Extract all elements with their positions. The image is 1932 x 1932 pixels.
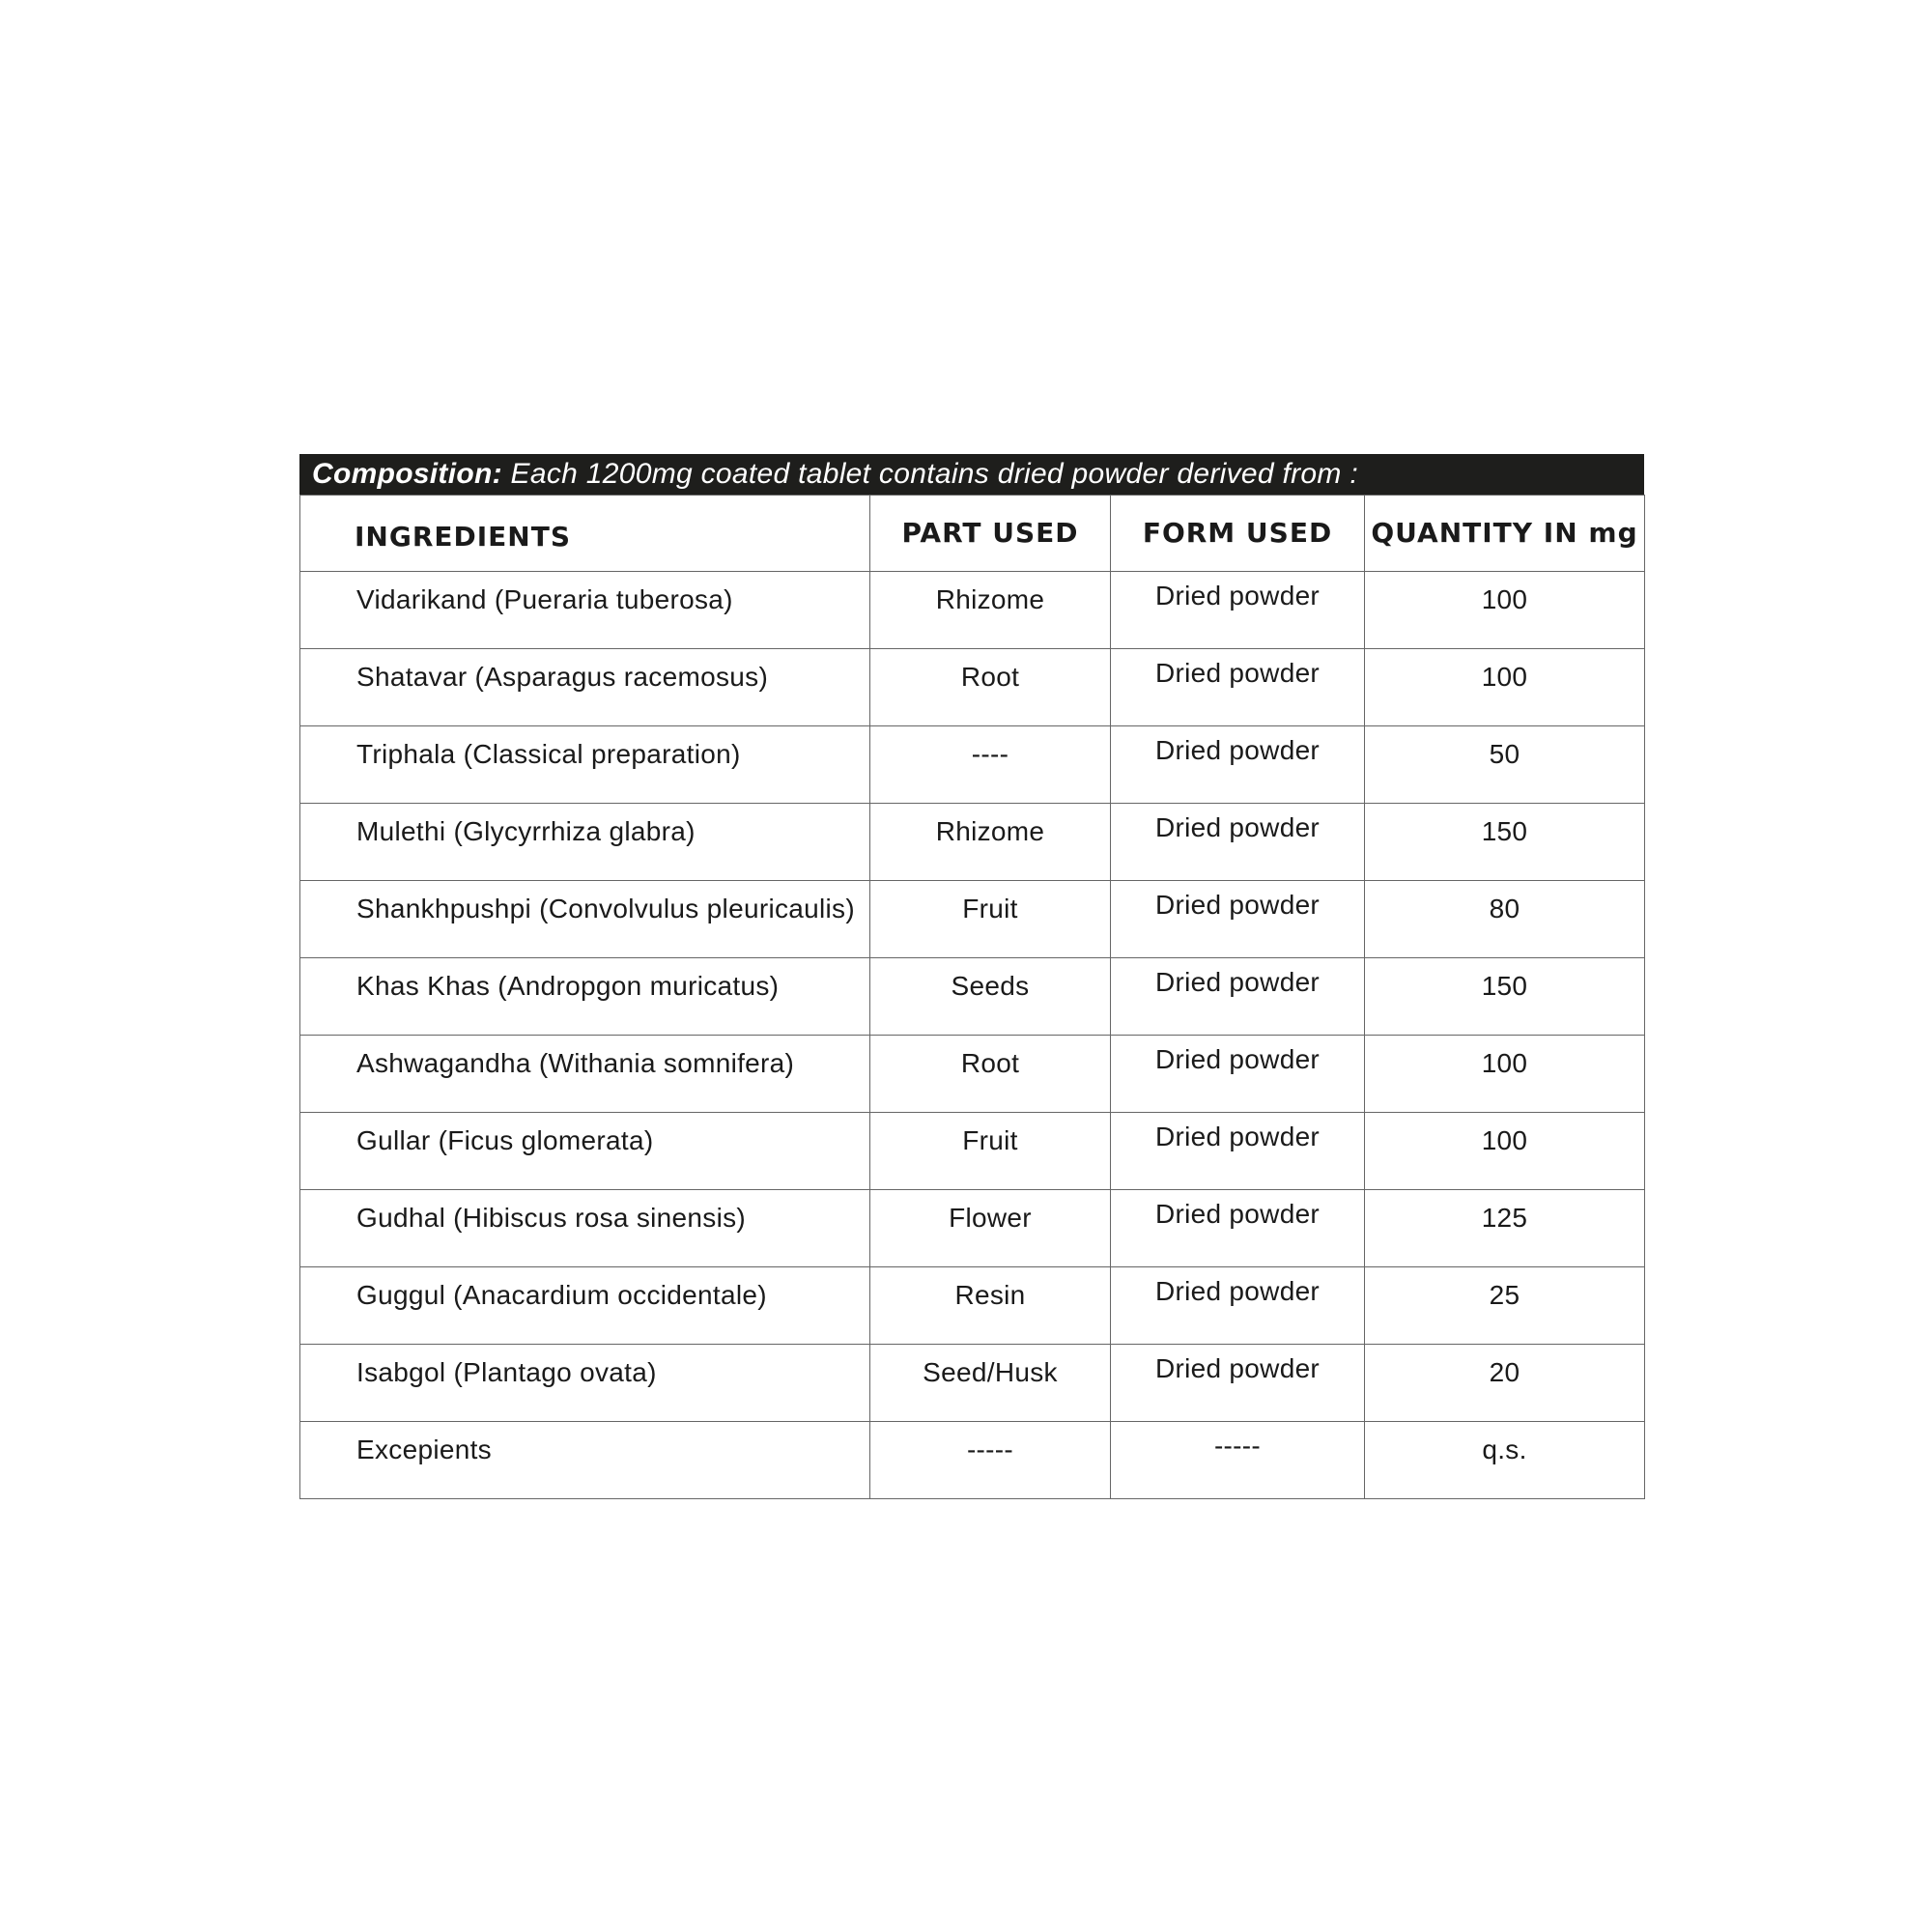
quantity-cell: 150 — [1365, 958, 1645, 1036]
form-used-cell: Dried powder — [1111, 881, 1365, 958]
part-used-cell: Root — [870, 649, 1111, 726]
ingredient-cell: Khas Khas (Andropgon muricatus) — [300, 958, 870, 1036]
quantity-cell: 100 — [1365, 1113, 1645, 1190]
part-used-cell: Rhizome — [870, 804, 1111, 881]
table-row — [300, 649, 1645, 726]
part-used-cell: Fruit — [870, 1113, 1111, 1190]
header-form-used: FORM USED — [1111, 496, 1365, 572]
table-row — [300, 1345, 1645, 1422]
quantity-cell: 50 — [1365, 726, 1645, 804]
form-used-cell: Dried powder — [1111, 1036, 1365, 1113]
form-used-cell: Dried powder — [1111, 572, 1365, 649]
part-used-cell: Resin — [870, 1267, 1111, 1345]
table-row — [300, 726, 1645, 804]
ingredient-cell: Guggul (Anacardium occidentale) — [300, 1267, 870, 1345]
part-used-cell: Flower — [870, 1190, 1111, 1267]
ingredient-cell: Triphala (Classical preparation) — [300, 726, 870, 804]
form-used-cell: Dried powder — [1111, 1345, 1365, 1422]
form-used-cell: ----- — [1111, 1422, 1365, 1499]
table-row — [300, 881, 1645, 958]
table-body — [300, 572, 1645, 1499]
form-used-cell: Dried powder — [1111, 804, 1365, 881]
header-ingredients: INGREDIENTS — [300, 496, 870, 572]
form-used-cell: Dried powder — [1111, 1190, 1365, 1267]
part-used-cell: ---- — [870, 726, 1111, 804]
quantity-cell: 100 — [1365, 1036, 1645, 1113]
header-part-used: PART USED — [870, 496, 1111, 572]
ingredient-cell: Mulethi (Glycyrrhiza glabra) — [300, 804, 870, 881]
composition-panel — [299, 454, 1644, 1499]
ingredient-cell: Excepients — [300, 1422, 870, 1499]
part-used-cell: Seed/Husk — [870, 1345, 1111, 1422]
form-used-cell: Dried powder — [1111, 1113, 1365, 1190]
ingredient-cell: Gudhal (Hibiscus rosa sinensis) — [300, 1190, 870, 1267]
ingredients-table — [299, 495, 1645, 1499]
form-used-cell: Dried powder — [1111, 726, 1365, 804]
quantity-cell: q.s. — [1365, 1422, 1645, 1499]
ingredient-cell: Vidarikand (Pueraria tuberosa) — [300, 572, 870, 649]
quantity-cell: 80 — [1365, 881, 1645, 958]
quantity-cell: 100 — [1365, 572, 1645, 649]
table-header-row — [300, 496, 1645, 572]
part-used-cell: ----- — [870, 1422, 1111, 1499]
ingredient-cell: Isabgol (Plantago ovata) — [300, 1345, 870, 1422]
ingredient-cell: Shankhpushpi (Convolvulus pleuricaulis) — [300, 881, 870, 958]
quantity-cell: 125 — [1365, 1190, 1645, 1267]
form-used-cell: Dried powder — [1111, 1267, 1365, 1345]
table-row — [300, 1267, 1645, 1345]
part-used-cell: Root — [870, 1036, 1111, 1113]
quantity-cell: 150 — [1365, 804, 1645, 881]
quantity-cell: 20 — [1365, 1345, 1645, 1422]
table-row — [300, 1113, 1645, 1190]
form-used-cell: Dried powder — [1111, 958, 1365, 1036]
table-row — [300, 958, 1645, 1036]
composition-description: Each 1200mg coated tablet contains dried powder derived from : — [501, 458, 1358, 490]
table-row — [300, 804, 1645, 881]
composition-label: Composition: — [312, 458, 502, 490]
ingredient-cell: Gullar (Ficus glomerata) — [300, 1113, 870, 1190]
ingredient-cell: Ashwagandha (Withania somnifera) — [300, 1036, 870, 1113]
form-used-cell: Dried powder — [1111, 649, 1365, 726]
ingredient-cell: Shatavar (Asparagus racemosus) — [300, 649, 870, 726]
quantity-cell: 100 — [1365, 649, 1645, 726]
part-used-cell: Fruit — [870, 881, 1111, 958]
quantity-cell: 25 — [1365, 1267, 1645, 1345]
table-row — [300, 572, 1645, 649]
composition-banner — [299, 454, 1644, 495]
part-used-cell: Rhizome — [870, 572, 1111, 649]
table-row — [300, 1036, 1645, 1113]
part-used-cell: Seeds — [870, 958, 1111, 1036]
header-quantity: QUANTITY IN mg — [1365, 496, 1645, 572]
table-row — [300, 1190, 1645, 1267]
table-row — [300, 1422, 1645, 1499]
